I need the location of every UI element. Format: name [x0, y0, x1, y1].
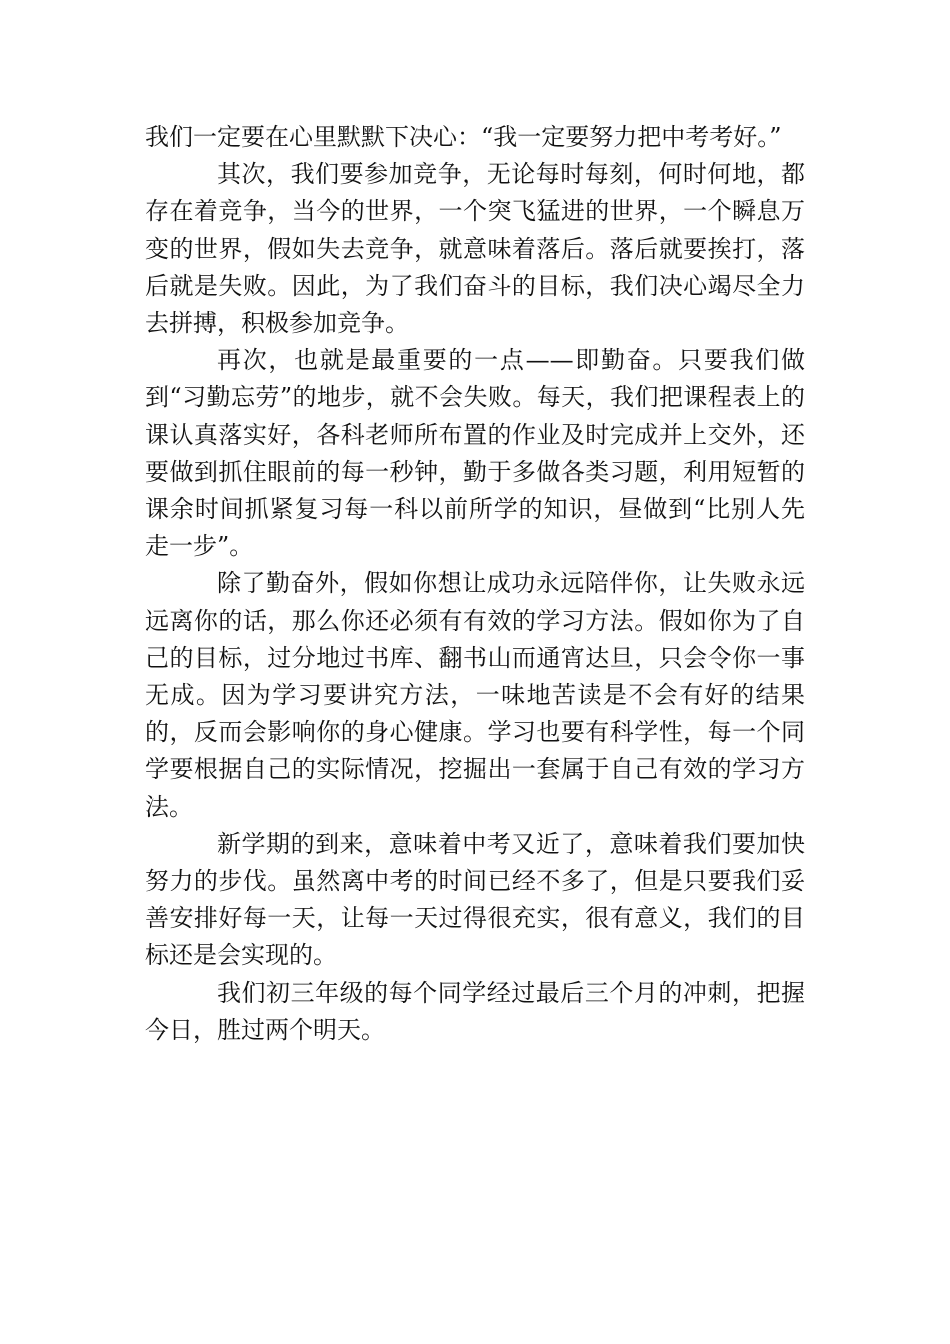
paragraph-3: 再次，也就是最重要的一点——即勤奋。只要我们做到“习勤忘劳”的地步，就不会失败。每天，我们把课程表上的课认真落实好，各科老师所布置的作业及时完成并上交外，还要做到抓住眼前的每一秒钟，勤于多做各类习题，利用短暂的课余时间抓紧复习每一科以前所学的知识，昼做到“比别人先走一步”。	[145, 346, 805, 561]
paragraph-4: 除了勤奋外，假如你想让成功永远陪伴你，让失败永远远离你的话，那么你还必须有有效的学习方法。假如你为了自己的目标，过分地过书库、翻书山而通宵达旦，只会令你一事无成。因为学习要讲究方法，一味地苦读是不会有好的结果的，反而会影响你的身心健康。学习也要有科学性，每一个同学要根据自己的实际情况，挖掘出一套属于自己有效的学习方法。	[145, 569, 805, 821]
paragraph-2: 其次，我们要参加竞争，无论每时每刻，何时何地，都存在着竞争，当今的世界，一个突飞猛进的世界，一个瞬息万变的世界，假如失去竞争，就意味着落后。落后就要挨打，落后就是失败。因此，为了我们奋斗的目标，我们决心竭尽全力去拼搏，积极参加竞争。	[145, 160, 805, 338]
document-body	[145, 119, 805, 1049]
paragraph-6: 我们初三年级的每个同学经过最后三个月的冲刺，把握今日，胜过两个明天。	[145, 978, 805, 1044]
paragraph-1: 我们一定要在心里默默下决心：“我一定要努力把中考考好。”	[145, 123, 782, 151]
paragraph-5: 新学期的到来，意味着中考又近了，意味着我们要加快努力的步伐。虽然离中考的时间已经不多了，但是只要我们妥善安排好每一天，让每一天过得很充实，很有意义，我们的目标还是会实现的。	[145, 829, 805, 970]
